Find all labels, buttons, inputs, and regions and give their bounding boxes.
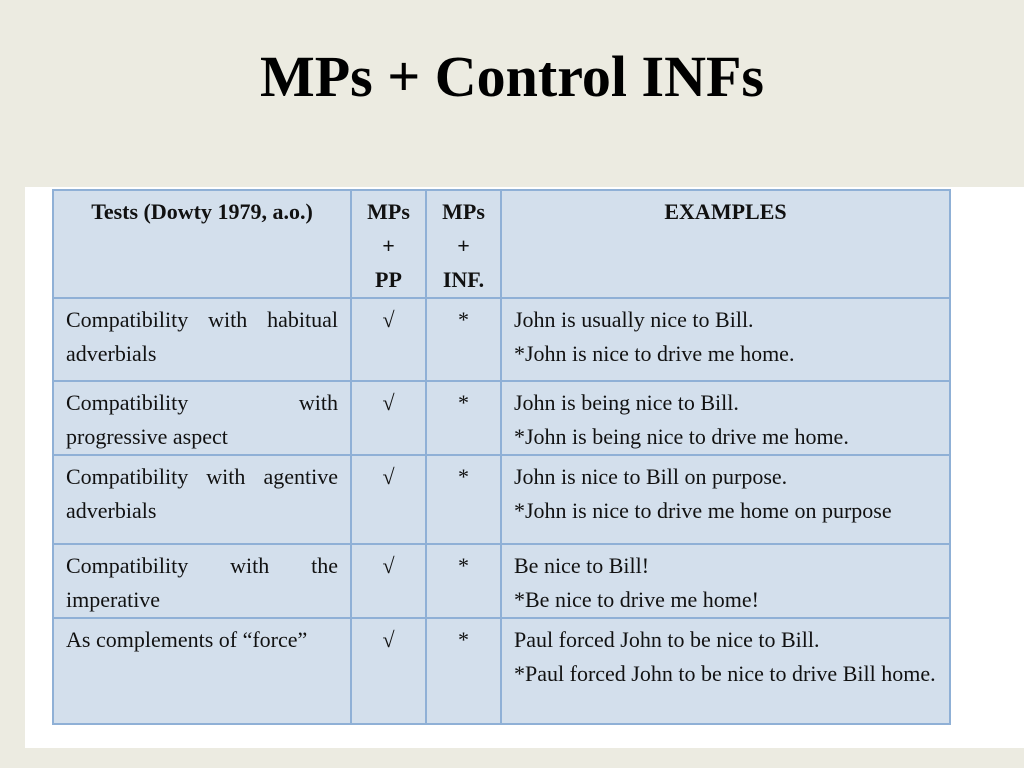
test-cell: As complements of “force” xyxy=(53,618,351,724)
header-mps-inf-line: + xyxy=(457,233,470,258)
mps-inf-mark: * xyxy=(426,455,501,544)
header-examples: EXAMPLES xyxy=(501,190,950,298)
header-tests: Tests (Dowty 1979, a.o.) xyxy=(53,190,351,298)
examples-cell xyxy=(501,455,950,544)
example-sentence: Paul forced John to be nice to Bill. xyxy=(514,627,820,652)
mps-inf-mark: * xyxy=(426,618,501,724)
header-mps-pp-line: + xyxy=(382,233,395,258)
example-sentence: *Paul forced John to be nice to drive Bill home. xyxy=(514,661,936,686)
table-row xyxy=(53,455,950,544)
test-cell: Compatibility with agentive adverbials xyxy=(53,455,351,544)
header-mps-inf-line: INF. xyxy=(442,267,485,292)
examples-cell xyxy=(501,298,950,381)
example-sentence: *John is nice to drive me home. xyxy=(514,341,795,366)
example-sentence: John is usually nice to Bill. xyxy=(514,307,754,332)
test-cell: Compatibility with the imperative xyxy=(53,544,351,618)
mps-pp-mark: √ xyxy=(351,544,426,618)
mps-pp-mark: √ xyxy=(351,381,426,455)
mps-inf-mark: * xyxy=(426,381,501,455)
examples-cell xyxy=(501,618,950,724)
tests-table xyxy=(52,189,951,725)
example-sentence: *John is being nice to drive me home. xyxy=(514,424,849,449)
examples-cell xyxy=(501,381,950,455)
example-sentence: John is nice to Bill on purpose. xyxy=(514,464,788,489)
header-mps-pp xyxy=(351,190,426,298)
table-row xyxy=(53,544,950,618)
table-row xyxy=(53,298,950,381)
header-mps-pp-line: MPs xyxy=(367,199,410,224)
mps-pp-mark: √ xyxy=(351,455,426,544)
examples-cell xyxy=(501,544,950,618)
example-sentence: *Be nice to drive me home! xyxy=(514,587,759,612)
example-sentence: John is being nice to Bill. xyxy=(514,390,739,415)
header-mps-inf-line: MPs xyxy=(442,199,485,224)
slide-title: MPs + Control INFs xyxy=(259,44,765,109)
header-mps-inf xyxy=(426,190,501,298)
table-header-row xyxy=(53,190,950,298)
mps-inf-mark: * xyxy=(426,298,501,381)
header-mps-pp-line: PP xyxy=(375,267,402,292)
mps-inf-mark: * xyxy=(426,544,501,618)
table-row xyxy=(53,618,950,724)
test-cell: Compatibility with habitual adverbials xyxy=(53,298,351,381)
example-sentence: Be nice to Bill! xyxy=(514,553,650,578)
mps-pp-mark: √ xyxy=(351,618,426,724)
table-row xyxy=(53,381,950,455)
mps-pp-mark: √ xyxy=(351,298,426,381)
test-cell: Compatibility with progressive aspect xyxy=(53,381,351,455)
example-sentence: *John is nice to drive me home on purpose xyxy=(514,498,892,523)
table-image-panel xyxy=(25,187,1024,748)
